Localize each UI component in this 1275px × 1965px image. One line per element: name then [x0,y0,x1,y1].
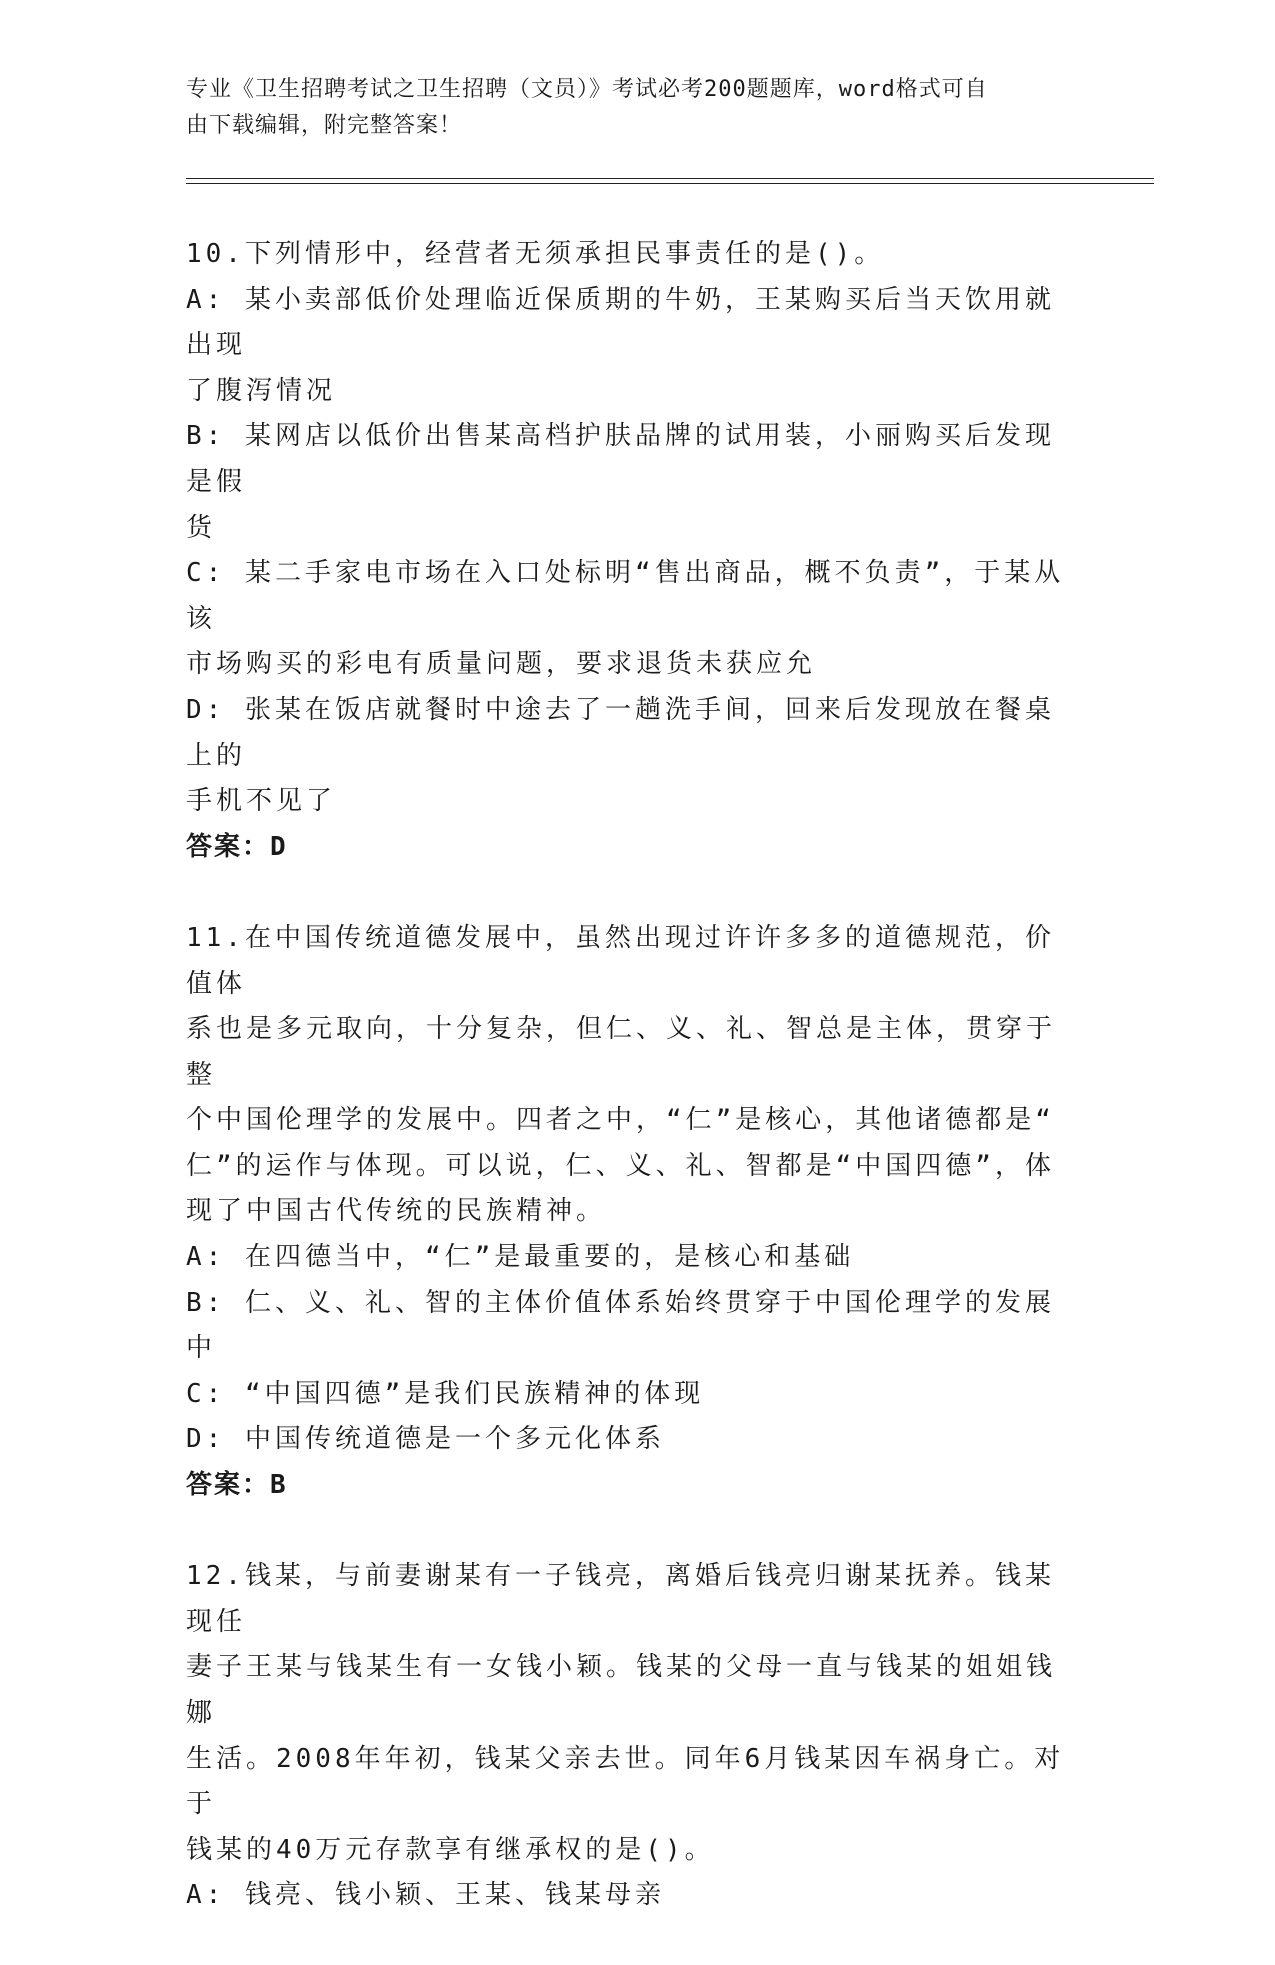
header-line: 由下载编辑，附完整答案！ [186,113,463,138]
option-a-cont: 了腹泻情况 [186,375,337,406]
question-12 [186,1554,1066,1919]
document-header [186,72,1066,144]
option-b-cont: 货 [186,512,217,543]
option-c: C: 某二手家电市场在入口处标明“售出商品，概不负责”，于某从该 [186,558,1065,634]
header-divider [186,178,1154,179]
question-stem: 钱某的40万元存款享有继承权的是()。 [186,1834,715,1865]
question-10 [186,232,1066,870]
option-b: B: 仁、义、礼、智的主体价值体系始终贯穿于中国伦理学的发展中 [186,1287,1055,1364]
option-d-cont: 手机不见了 [186,786,337,817]
question-stem: 11.在中国传统道德发展中，虽然出现过许许多多的道德规范，价值体 [186,922,1055,999]
option-a: A: 钱亮、钱小颖、王某、钱某母亲 [186,1880,665,1911]
answer-label: 答案：B [186,1470,288,1501]
question-stem: 个中国伦理学的发展中。四者之中，“仁”是核心，其他诸德都是“ [186,1105,1055,1136]
option-c-cont: 市场购买的彩电有质量问题，要求退货未获应允 [186,649,817,680]
option-c: C: “中国四德”是我们民族精神的体现 [186,1378,705,1409]
question-stem: 现了中国古代传统的民族精神。 [186,1196,607,1227]
header-divider [186,183,1154,184]
question-stem: 生活。2008年年初，钱某父亲去世。同年6月钱某因车祸身亡。对于 [186,1743,1065,1820]
option-a: A: 某小卖部低价处理临近保质期的牛奶，王某购买后当天饮用就出现 [186,284,1055,361]
answer-label: 答案：D [186,831,288,862]
option-b: B: 某网店以低价出售某高档护肤品牌的试用装，小丽购买后发现是假 [186,421,1055,497]
option-d: D: 中国传统道德是一个多元化体系 [186,1424,665,1455]
question-stem: 12.钱某，与前妻谢某有一子钱亮，离婚后钱亮归谢某抚养。钱某现任 [186,1561,1055,1637]
option-d: D: 张某在饭店就餐时中途去了一趟洗手间，回来后发现放在餐桌上的 [186,694,1055,771]
question-stem: 仁”的运作与体现。可以说，仁、义、礼、智都是“中国四德”，体 [186,1150,1055,1181]
option-a: A: 在四德当中，“仁”是最重要的，是核心和基础 [186,1242,855,1273]
question-stem: 10.下列情形中，经营者无须承担民事责任的是()。 [186,239,885,269]
question-list [186,232,1066,1965]
question-stem: 系也是多元取向，十分复杂，但仁、义、礼、智总是主体，贯穿于整 [186,1014,1057,1090]
question-11 [186,916,1066,1509]
question-stem: 妻子王某与钱某生有一女钱小颖。钱某的父母一直与钱某的姐姐钱娜 [186,1652,1057,1728]
header-line: 专业《卫生招聘考试之卫生招聘（文员）》考试必考200题题库，word格式可自 [186,77,988,102]
